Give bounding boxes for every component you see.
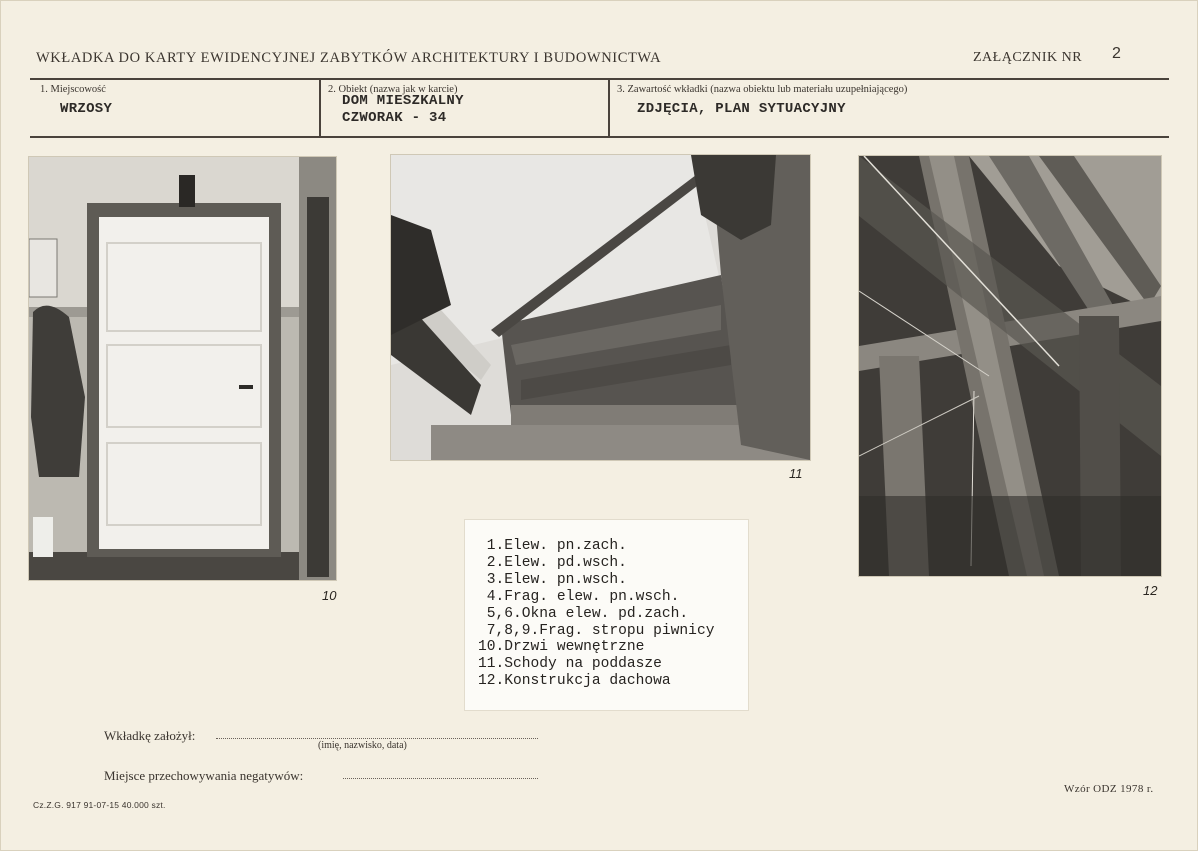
caption-item: 3.Elew. pn.wsch. (478, 571, 627, 588)
annex-label: ZAŁĄCZNIK NR (973, 50, 1083, 65)
caption-item: 5,6.Okna elew. pd.zach. (478, 605, 689, 622)
created-by-field[interactable] (216, 738, 538, 739)
caption-item: 10.Drzwi wewnętrzne (478, 639, 645, 656)
negatives-location-field[interactable] (343, 778, 538, 779)
header-bottom-rule (30, 136, 1169, 138)
photo-attic-stairs-image (391, 155, 810, 460)
print-code: Cz.Z.G. 917 91-07-15 40.000 szt. (33, 800, 166, 810)
field-divider (608, 80, 610, 136)
header-top-rule (30, 78, 1169, 80)
field-label-locality: 1. Miejscowość (40, 84, 106, 95)
caption-item: 12.Konstrukcja dachowa (478, 673, 671, 690)
caption-item: 4.Frag. elew. pn.wsch. (478, 588, 680, 605)
field-label-object: 2. Obiekt (nazwa jak w karcie) (328, 84, 458, 95)
created-by-label: Wkładkę założył: (104, 728, 196, 743)
photo-interior-door (29, 157, 336, 580)
field-value-contents: ZDJĘCIA, PLAN SYTUACYJNY (637, 101, 846, 117)
caption-item: 2.Elew. pd.wsch. (478, 554, 627, 571)
photo-roof-structure (859, 156, 1161, 576)
photo-number-11: 11 (789, 466, 803, 481)
field-value-object-line2: CZWORAK - 34 (342, 110, 447, 126)
photo-interior-door-image (29, 157, 336, 580)
field-value-object (342, 93, 464, 127)
caption-item: 1.Elew. pn.zach. (478, 538, 627, 554)
photo-caption-list (478, 538, 714, 690)
photo-number-12: 12 (1143, 583, 1158, 598)
created-by-hint: (imię, nazwisko, data) (318, 740, 407, 751)
photo-roof-structure-image (859, 156, 1161, 576)
form-model-label: Wzór ODZ 1978 r. (1064, 783, 1154, 795)
photo-attic-stairs (391, 155, 810, 460)
field-divider (319, 80, 321, 136)
caption-item: 7,8,9.Frag. stropu piwnicy (478, 622, 715, 639)
form-title: WKŁADKA DO KARTY EWIDENCYJNEJ ZABYTKÓW ARCHITEKTURY I BUDOWNICTWA (36, 50, 662, 66)
negatives-location-label: Miejsce przechowywania negatywów: (104, 768, 304, 783)
field-value-object-line1: DOM MIESZKALNY (342, 93, 464, 109)
field-value-locality: WRZOSY (60, 101, 113, 117)
photo-number-10: 10 (322, 588, 337, 603)
annex-number: 2 (1112, 45, 1121, 62)
field-label-contents: 3. Zawartość wkładki (nazwa obiektu lub materiału uzupełniającego) (617, 84, 908, 95)
caption-item: 11.Schody na poddasze (478, 656, 662, 673)
